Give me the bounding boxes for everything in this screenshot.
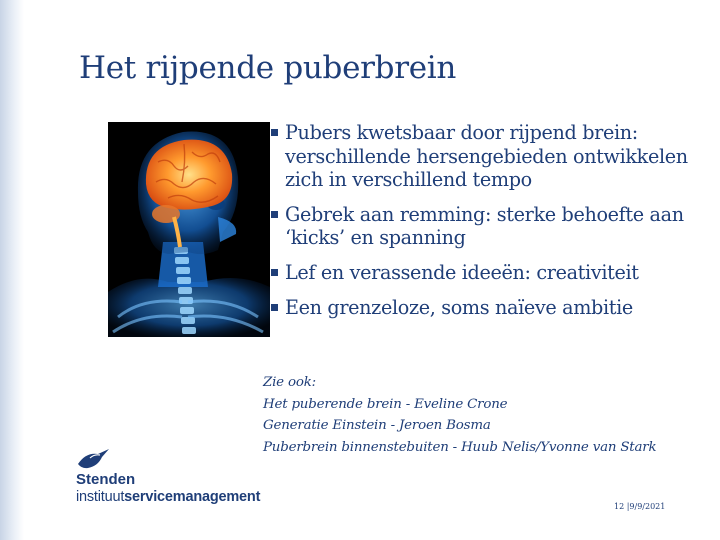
bird-logo-icon xyxy=(76,448,110,470)
references-heading: Zie ook: xyxy=(263,375,316,390)
bullet-item xyxy=(265,296,710,320)
side-gradient-band xyxy=(0,0,24,540)
bullet-list xyxy=(265,121,710,330)
brain-xray-image xyxy=(108,122,270,337)
reference-item: Generatie Einstein - Jeroen Bosma xyxy=(263,418,491,433)
bullet-marker-icon xyxy=(271,211,278,218)
bullet-item xyxy=(265,261,710,285)
reference-item: Het puberende brein - Eveline Crone xyxy=(263,396,508,412)
stenden-logo xyxy=(76,448,296,518)
logo-sub-prefix: instituut xyxy=(76,489,125,505)
references-block xyxy=(263,372,713,458)
bullet-text: Lef en verassende ideeën: creativiteit xyxy=(285,260,639,284)
logo-sub-bold: servicemanagement xyxy=(124,489,261,505)
bullet-item xyxy=(265,121,710,192)
logo-name: Stenden xyxy=(76,471,136,488)
bullet-marker-icon xyxy=(271,304,278,311)
bullet-text: Een grenzeloze, soms naïeve ambitie xyxy=(285,295,633,319)
bullet-marker-icon xyxy=(271,269,278,276)
xray-head-illustration xyxy=(108,122,270,337)
slide-footer: 12 |9/9/2021 xyxy=(614,502,666,511)
bullet-text: Gebrek aan remming: sterke behoefte aan ‘kicks’ en spanning xyxy=(285,202,684,250)
bullet-item xyxy=(265,203,710,250)
bullet-text: Pubers kwetsbaar door rijpend brein: verschillende hersengebieden ontwikkelen zich in verschillend tempo xyxy=(285,121,688,192)
slide-title: Het rijpende puberbrein xyxy=(79,50,457,86)
bullet-marker-icon xyxy=(271,129,278,136)
logo-subtitle xyxy=(76,489,260,505)
reference-item: Puberbrein binnenstebuiten - Huub Nelis/Yvonne van Stark xyxy=(263,439,657,455)
